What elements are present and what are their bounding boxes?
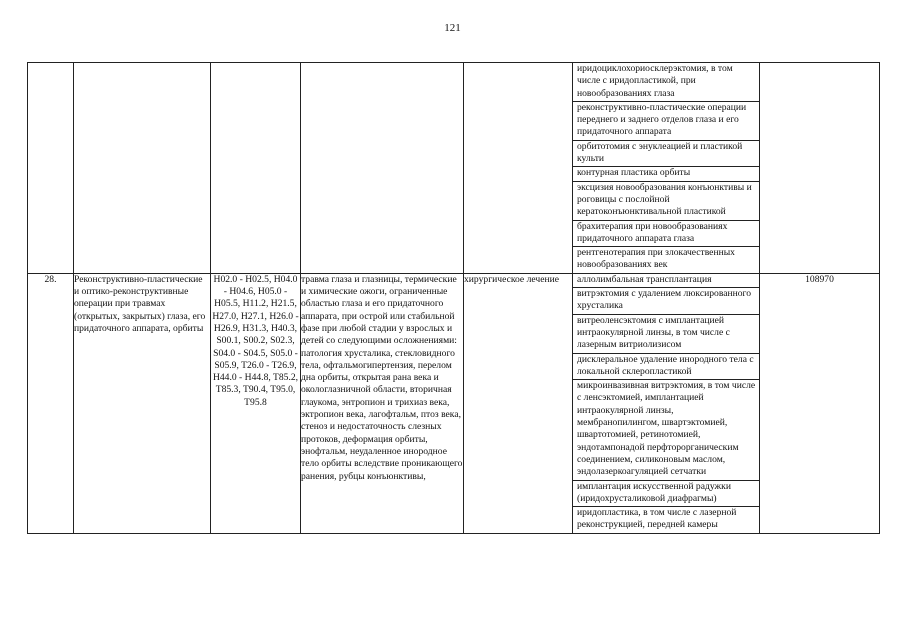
method-item: аллолимбальная трансплантация <box>573 274 759 288</box>
cell-empty-number <box>28 63 74 274</box>
method-item: витреоленсэктомия с имплантацией интраокулярной линзы, в том числе с лазерным витриолизисом <box>573 315 759 354</box>
method-item: иридопластика, в том числе с лазерной реконструкцией, передней камеры <box>577 507 737 531</box>
cell-empty-codes <box>211 63 301 274</box>
method-item: иридоциклохориосклерэктомия, в том числе с иридопластикой, при новообразованиях глаза <box>573 63 759 102</box>
cell-empty-cost <box>760 63 880 274</box>
method-item: микроинвазивная витрэктомия, в том числе с ленсэктомией, имплантацией интраокулярной линзы, мембранопилингом, швартэктомией, швартотомией, ретинотомией, эндотампонадой перфторорганическим соединением, силиконовым маслом, эндолазеркоагуляцией сетчатки <box>573 380 759 480</box>
method-item: рентгенотерапия при злокачественных новообразованиях век <box>577 247 735 271</box>
cell-empty-treatment <box>464 63 573 274</box>
table-row-28 <box>28 273 880 533</box>
page-number: 121 <box>444 22 461 34</box>
cost-value: 108970 <box>760 273 880 533</box>
treatment-type: хирургическое лечение <box>464 273 573 533</box>
cell-methods-row28 <box>573 273 760 533</box>
table-row-continuation <box>28 63 880 274</box>
row-number: 28. <box>28 273 74 533</box>
cell-empty-name <box>74 63 211 274</box>
method-item: брахитерапия при новообразованиях придаточного аппарата глаза <box>573 221 759 248</box>
patient-model: травма глаза и глазницы, термические и химические ожоги, ограниченные областью глаза и его придаточного аппарата, при острой или стабильной фазе при любой стадии у взрослых и детей со следующими осложнениями: патология хрусталика, стекловидного тела, офтальмогипертензия, перелом дна орбиты, открытая рана века и окологлазничной области, вторичная глаукома, энтропион и трихиаз века, эктропион века, лагофтальм, птоз века, стеноз и недостаточность слезных протоков, деформация орбиты, энофтальм, неудаленное инородное тело орбиты вследствие проникающего ранения, рубцы конъюнктивы, <box>301 273 464 533</box>
cell-empty-model <box>301 63 464 274</box>
procedure-name: Реконструктивно-пластические и оптико-реконструктивные операции при травмах (открытых, закрытых) глаза, его придаточного аппарата, орбиты <box>74 273 211 533</box>
method-item: контурная пластика орбиты <box>573 167 759 181</box>
cell-methods-continuation <box>573 63 760 274</box>
method-item: витрэктомия с удалением люксированного хрусталика <box>573 288 759 315</box>
method-item: дисклеральное удаление инородного тела с локальной склеропластикой <box>573 354 759 381</box>
method-item: реконструктивно-пластические операции переднего и заднего отделов глаза и его придаточного аппарата <box>573 102 759 141</box>
method-item: имплантация искусственной радужки (иридохрусталиковой диафрагмы) <box>573 481 759 508</box>
method-item: эксцизия новообразования конъюнктивы и роговицы с послойной кератоконъюнктивальной пластикой <box>573 182 759 221</box>
medical-care-table <box>27 62 880 534</box>
icd-codes: H02.0 - H02.5, H04.0 - H04.6, H05.0 - H05.5, H11.2, H21.5, H27.0, H27.1, H26.0 - H26.9, H31.3, H40.3, S00.1, S00.2, S02.3, S04.0 - S04.5, S05.0 - S05.9, T26.0 - T26.9, H44.0 - H44.8, T85.2, T85.3, T90.4, T95.0, T95.8 <box>211 273 301 533</box>
method-item: орбитотомия с энуклеацией и пластикой культи <box>573 141 759 168</box>
